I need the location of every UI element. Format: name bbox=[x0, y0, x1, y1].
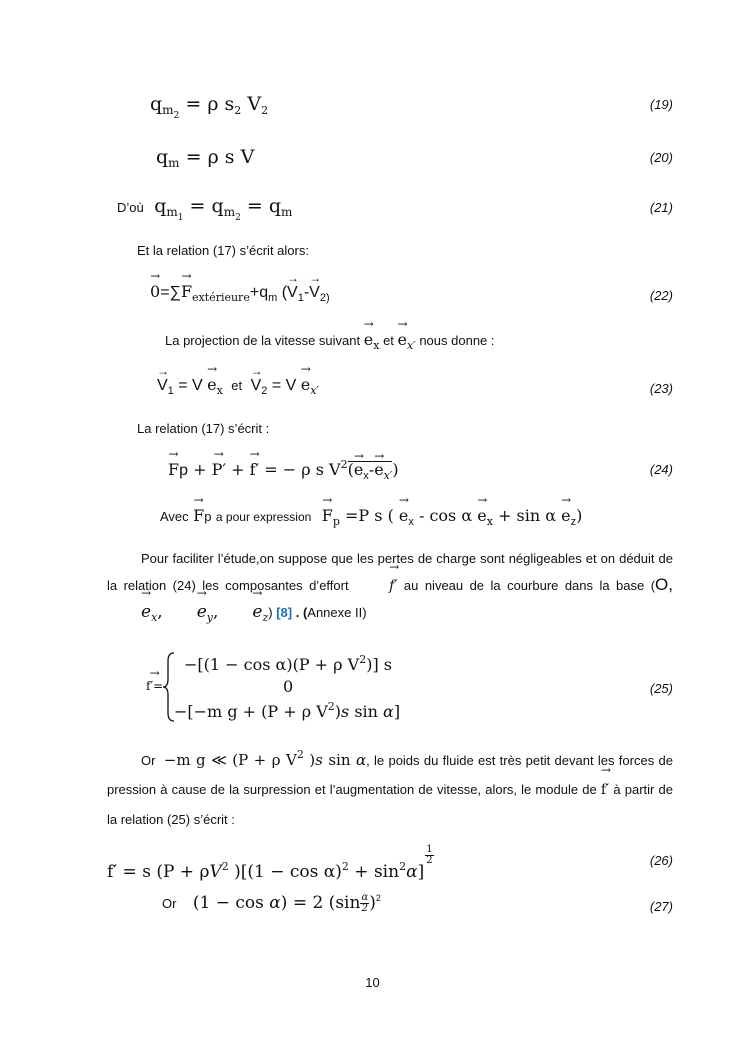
text-avec-fp-expression: Avec → Fp a pour expression → $F_p =P$ s ( → $e_x - \cos \alpha \to e_x + \sin \alpha \to e_z$) bbox=[160, 506, 582, 528]
equation-number-19: (19) bbox=[649, 97, 673, 112]
equation-21: D’où $q_{m_1} = q_{m_2} = q_m$ bbox=[117, 195, 293, 223]
paragraph-hypothese: Pour faciliter l’étude,on suppose que les pertes de charge sont négligeables et on déduit de la relation (24) les composantes d’effort → f′ au niveau de la courbure dans la base $(O,\to e_x,\to e_y,\to e_z)$ [8] . (Annexe II) bbox=[107, 546, 673, 631]
equation-19: $q_{m_2} = \rho$ $s_2$ $V_2$ bbox=[150, 93, 269, 121]
equation-25-system: −[(1 − cos α)(P + ρ $V^2$)] s 0 −[−m g + (P + ρ $V^2)s$ sin α] bbox=[162, 651, 412, 723]
equation-26: f′ = s ($P + \rho V^2$ )$[(1 - \cos \alpha)^2 + \sin^2\alpha]$ $\frac{1}{2}$ bbox=[107, 844, 433, 882]
equation-number-23: (23) bbox=[649, 381, 673, 396]
equation-number-20: (20) bbox=[649, 150, 673, 165]
text-relation-17: La relation (17) s’écrit : bbox=[137, 421, 270, 436]
equation-24: → Fp + → P′ + → f′ = − ρ s $V^2(\to e_x-\to e_{x'})$ bbox=[168, 458, 399, 484]
paragraph-poids-fluide: Or −m g ≪ (P + ρ $V^2$ )s sin α, le poids du fluide est très petit devant les forces de pression à cause de la surpression et l’augmentation de vitesse, alors, le module de → f′ à partir de la relation (25) s’écrit : bbox=[107, 740, 673, 834]
equation-number-26: (26) bbox=[649, 853, 673, 868]
equation-number-22: (22) bbox=[649, 288, 673, 303]
text-relation-17-alors: Et la relation (17) s’écrit alors: bbox=[137, 243, 309, 258]
equation-20: $q_m = \rho$ s V bbox=[156, 146, 255, 170]
equation-23: → $V_1 = V \to e_x$ et → $V_2 = V \to e_{x'}$ bbox=[157, 375, 319, 397]
text-projection-vitesse: La projection de la vitesse suivant → $e_x$ et → $e_{x'}$ nous donne : bbox=[165, 330, 495, 352]
equation-number-25: (25) bbox=[649, 681, 673, 696]
equation-number-27: (27) bbox=[649, 899, 673, 914]
page-number: 10 bbox=[365, 975, 380, 990]
citation-link[interactable]: [8] bbox=[276, 605, 293, 620]
equation-22: → $0=\sum\to F_{extérieure}+q_m$ (→ $V_1-\to V_{2)}$ bbox=[150, 282, 330, 304]
equation-number-21: (21) bbox=[649, 200, 673, 215]
equation-25-lhs: → f′= bbox=[146, 679, 163, 693]
equation-27: Or (1 − cos α) = 2 (sin $\frac{\alpha}{2}$ )$^2$ bbox=[162, 892, 381, 914]
equation-number-24: (24) bbox=[649, 462, 673, 477]
